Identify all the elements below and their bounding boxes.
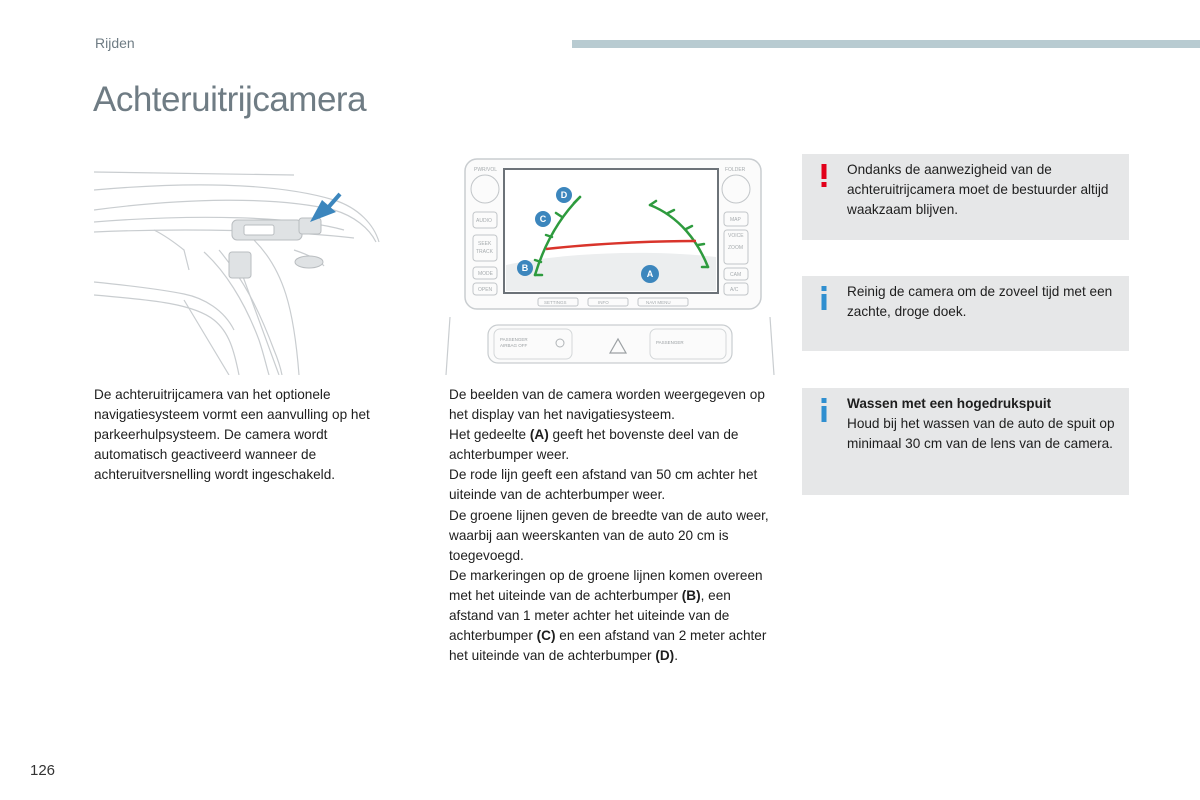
section-label: Rijden: [95, 35, 135, 51]
svg-text:AUDIO: AUDIO: [476, 218, 492, 224]
paragraph: De markeringen op de groene lijnen komen overeen met het uiteinde van de achterbumper (B), een afstand van 1 meter achter het uiteinde van de achterbumper (C) en een afstand van 2 meter achter het uiteinde van de achterbumper (D).: [449, 567, 767, 664]
warning-note: [802, 154, 1129, 240]
svg-text:AIRBAG OFF: AIRBAG OFF: [500, 343, 528, 348]
svg-text:C: C: [539, 214, 547, 224]
svg-text:TRACK: TRACK: [476, 249, 493, 255]
svg-text:ZOOM: ZOOM: [728, 245, 743, 251]
svg-text:FOLDER: FOLDER: [725, 167, 746, 173]
svg-text:PASSENGER: PASSENGER: [500, 337, 528, 342]
svg-text:SEEK: SEEK: [478, 241, 492, 247]
svg-text:NAVI MENU: NAVI MENU: [646, 300, 671, 305]
info-note: [802, 388, 1129, 495]
info-note: [802, 276, 1129, 351]
header-accent-bar: [572, 40, 1200, 48]
paragraph: De rode lijn geeft een afstand van 50 cm achter het uiteinde van de achterbumper weer.: [449, 467, 758, 503]
svg-text:VOICE: VOICE: [728, 233, 744, 239]
svg-text:MAP: MAP: [730, 217, 741, 223]
svg-text:A/C: A/C: [730, 287, 739, 293]
svg-text:SETTINGS: SETTINGS: [544, 300, 567, 305]
page-title: Achteruitrijcamera: [93, 80, 367, 119]
svg-text:INFO: INFO: [598, 300, 609, 305]
svg-text:CAM: CAM: [730, 272, 742, 278]
tailgate-camera-illustration: [94, 170, 384, 375]
svg-text:B: B: [521, 263, 529, 273]
note-text: [847, 394, 1119, 454]
navigation-screen-illustration: [440, 157, 780, 375]
svg-text:D: D: [560, 190, 568, 200]
svg-text:PASSENGER: PASSENGER: [656, 340, 684, 345]
note-body: Houd bij het wassen van de auto de spuit op minimaal 30 cm van de lens van de camera.: [847, 416, 1115, 452]
paragraph: De groene lijnen geven de breedte van de auto weer, waarbij aan weerskanten van de auto 20 cm is toegevoegd.: [449, 507, 769, 563]
note-text: Ondanks de aanwezigheid van de achteruitrijcamera moet de bestuurder altijd waakzaam blijven.: [847, 162, 1109, 218]
svg-text:OPEN: OPEN: [478, 287, 493, 293]
intro-paragraph: De achteruitrijcamera van het optionele navigatiesysteem vormt een aanvulling op het parkeerhulpsysteem. De camera wordt automatisch geactiveerd wanneer de achteruitversnelling wordt ingeschakeld.: [94, 387, 370, 483]
page-number: 126: [30, 762, 56, 779]
camera-description: [449, 385, 779, 666]
svg-text:PWR/VOL: PWR/VOL: [474, 167, 498, 173]
info-icon: [818, 398, 830, 422]
svg-text:MODE: MODE: [478, 271, 493, 277]
info-icon: [818, 286, 830, 310]
warning-icon: [818, 164, 830, 188]
note-text: Reinig de camera om de zoveel tijd met een zachte, droge doek.: [847, 284, 1113, 320]
paragraph: De beelden van de camera worden weergegeven op het display van het navigatiesysteem.: [449, 387, 765, 423]
paragraph: Het gedeelte (A) geeft het bovenste deel van de achterbumper weer.: [449, 427, 739, 463]
note-title: Wassen met een hogedrukspuit: [847, 396, 1052, 411]
svg-text:A: A: [646, 269, 654, 279]
